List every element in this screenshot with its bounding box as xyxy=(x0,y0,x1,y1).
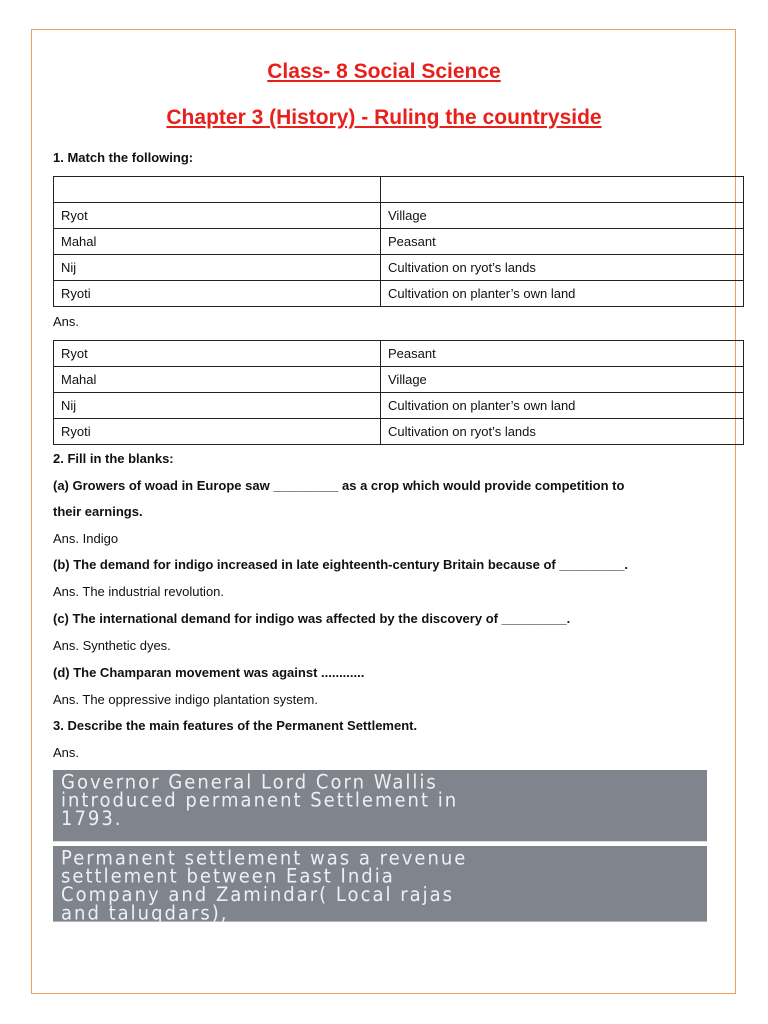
answer-box-2 xyxy=(53,846,707,925)
table-row xyxy=(54,367,744,393)
table-cell: Village xyxy=(381,203,744,229)
table-row xyxy=(54,255,744,281)
answer-2a: Ans. Indigo xyxy=(53,531,119,546)
table-row xyxy=(54,393,744,419)
question-2a-line2: their earnings. xyxy=(53,504,143,519)
table-row xyxy=(54,203,744,229)
table-cell xyxy=(381,177,744,203)
question-1: 1. Match the following: xyxy=(53,150,194,165)
question-2: 2. Fill in the blanks: xyxy=(53,451,174,466)
question-2d: (d) The Champaran movement was against ............ xyxy=(53,665,365,680)
answer-label-3: Ans. xyxy=(53,745,80,760)
table-cell: Ryoti xyxy=(54,419,381,445)
answer-label: Ans. xyxy=(53,314,80,329)
answer-2d: Ans. The oppressive indigo plantation system. xyxy=(53,692,318,707)
answer-box-line: Governor General Lord Corn Wallis xyxy=(61,771,438,794)
page-title: Class- 8 Social Science xyxy=(267,60,501,83)
answer-2b: Ans. The industrial revolution. xyxy=(53,584,225,599)
table-row xyxy=(54,177,744,203)
table-cell: Mahal xyxy=(54,367,381,393)
answer-box-line: Company and Zamindar( Local rajas xyxy=(61,883,455,907)
match-table xyxy=(53,176,744,307)
table-cell: Ryot xyxy=(54,203,381,229)
table-row xyxy=(54,341,744,367)
table-row xyxy=(54,419,744,445)
answer-table xyxy=(53,340,744,445)
answer-box-line: settlement between East India xyxy=(61,865,395,889)
table-cell: Cultivation on ryot’s lands xyxy=(381,419,744,445)
question-3: 3. Describe the main features of the Permanent Settlement. xyxy=(53,718,418,733)
answer-box-line: 1793. xyxy=(61,807,123,831)
table-cell: Ryoti xyxy=(54,281,381,307)
table-cell xyxy=(54,177,381,203)
table-cell: Nij xyxy=(54,255,381,281)
question-2a-line1: (a) Growers of woad in Europe saw _________ as a crop which would provide competition to xyxy=(53,478,625,493)
answer-2c: Ans. Synthetic dyes. xyxy=(53,638,171,653)
table-cell: Peasant xyxy=(381,229,744,255)
table-cell: Mahal xyxy=(54,229,381,255)
table-cell: Nij xyxy=(54,393,381,419)
table-cell: Ryot xyxy=(54,341,381,367)
question-2c: (c) The international demand for indigo was affected by the discovery of _________. xyxy=(53,611,571,626)
table-cell: Cultivation on planter’s own land xyxy=(381,393,744,419)
table-cell: Cultivation on planter’s own land xyxy=(381,281,744,307)
table-cell: Village xyxy=(381,367,744,393)
answer-box-line: Permanent settlement was a revenue xyxy=(61,847,468,870)
table-row xyxy=(54,281,744,307)
table-cell: Cultivation on ryot’s lands xyxy=(381,255,744,281)
chapter-title: Chapter 3 (History) - Ruling the countryside xyxy=(166,106,602,129)
question-2b: (b) The demand for indigo increased in late eighteenth-century Britain because of _________. xyxy=(53,557,629,572)
table-row xyxy=(54,229,744,255)
answer-box-line: and taluqdars), xyxy=(61,902,229,925)
answer-box-1 xyxy=(53,770,707,841)
answer-box-line: introduced permanent Settlement in xyxy=(61,789,459,813)
table-cell: Peasant xyxy=(381,341,744,367)
